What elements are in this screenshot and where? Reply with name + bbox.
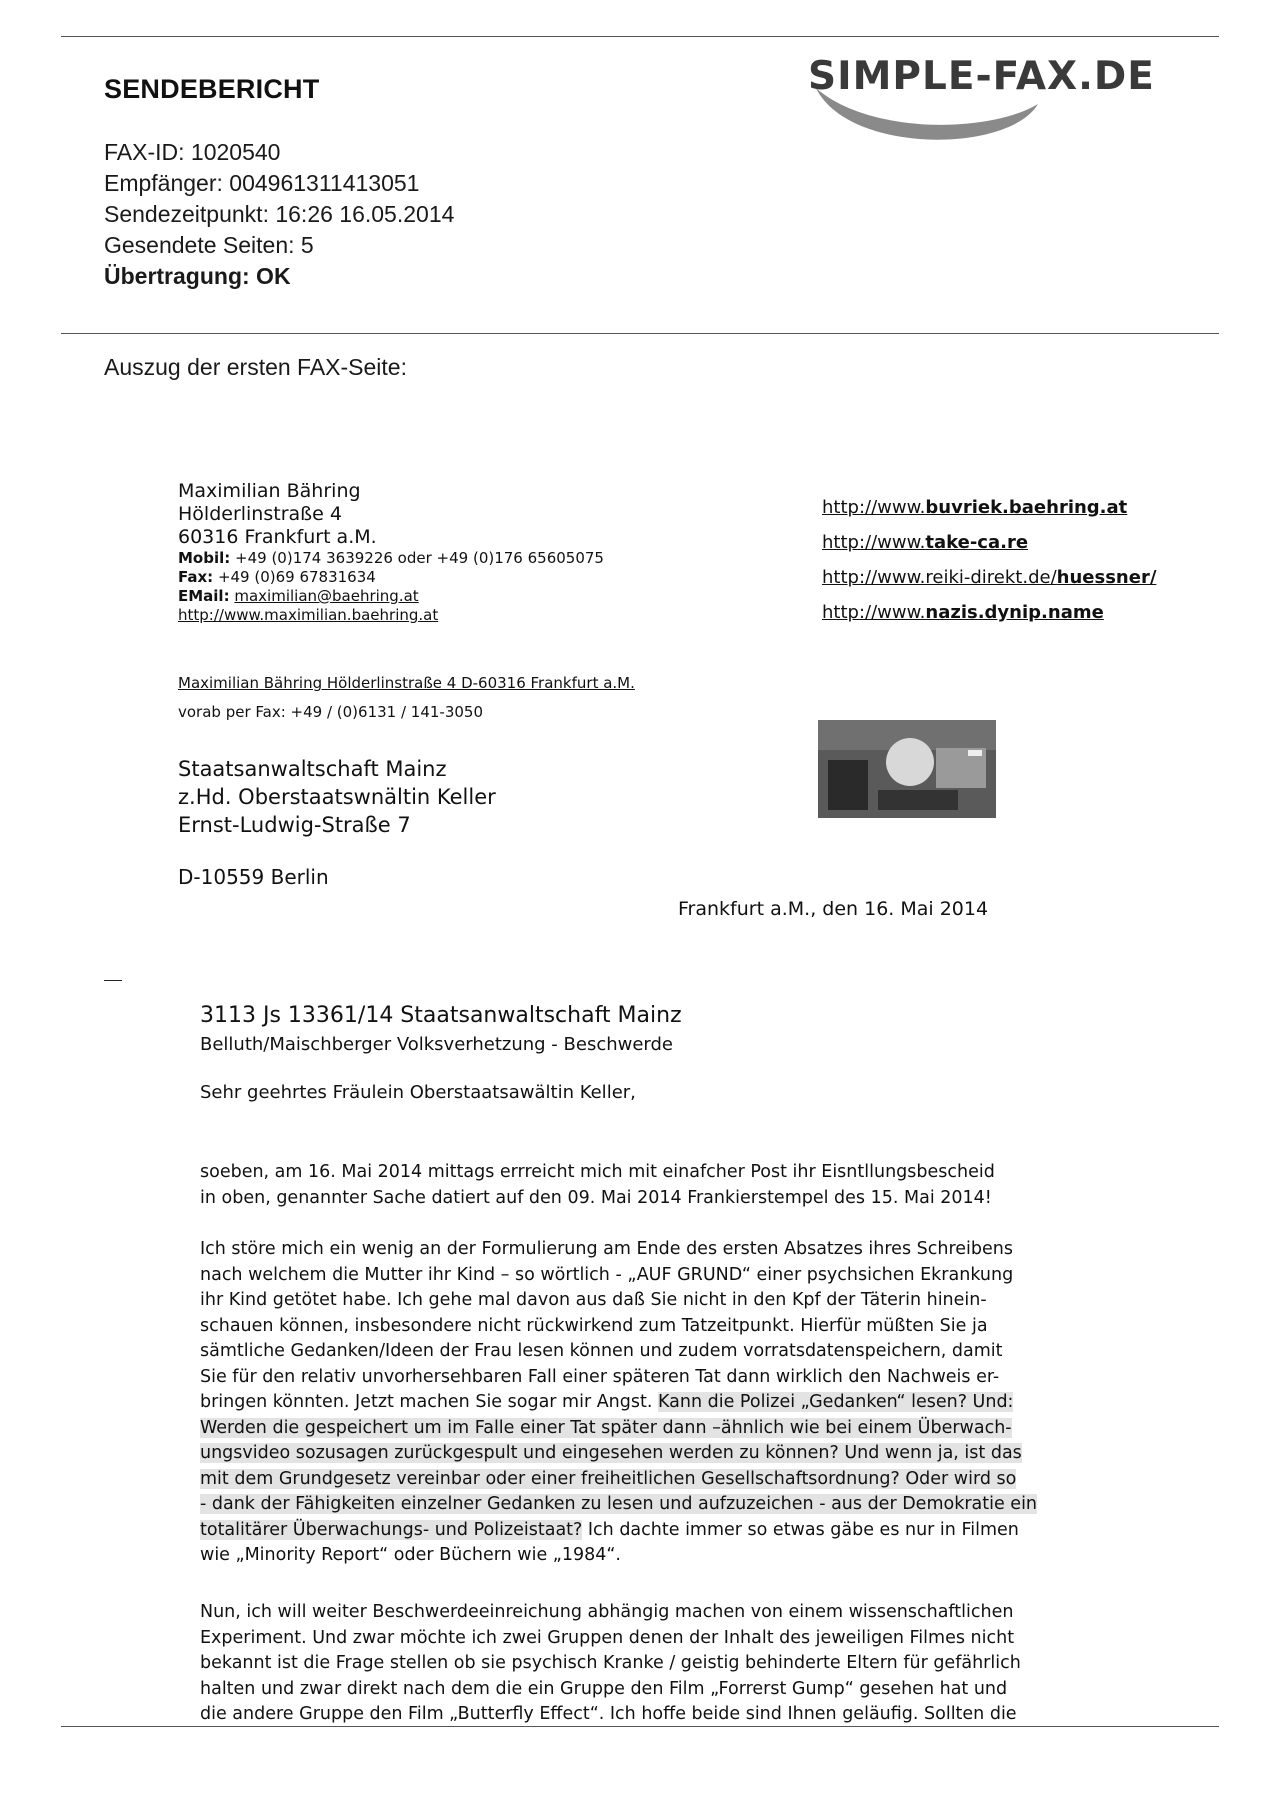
links-list	[822, 490, 1156, 630]
paragraph-line: Experiment. Und zwar möchte ich zwei Gruppen denen der Inhalt des jeweiligen Filmes nicht	[200, 1627, 1015, 1648]
addressee-line-3: Ernst-Ludwig-Straße 7	[178, 813, 411, 837]
highlighted-text: - dank der Fähigkeiten einzelner Gedanken zu lesen und aufzuzeichen - aus der Demokratie ein	[200, 1494, 1038, 1514]
middle-rule	[61, 333, 1219, 334]
link-domain: nazis.dynip.name	[925, 602, 1104, 623]
sender-city: 60316 Frankfurt a.M.	[178, 526, 377, 548]
paragraph-line: die andere Gruppe den Film „Butterfly Effect“. Ich hoffe beide sind Ihnen geläufig. Sollten die	[200, 1704, 1017, 1724]
subject-line-2: Belluth/Maischberger Volksverhetzung - Beschwerde	[200, 1034, 674, 1055]
sender-name: Maximilian Bähring	[178, 480, 361, 502]
link-prefix: http://www.	[822, 602, 926, 623]
paragraph-line: in oben, genannter Sache datiert auf den 09. Mai 2014 Frankierstempel des 15. Mai 2014!	[200, 1187, 992, 1208]
sender-website-link[interactable]: http://www.maximilian.baehring.at	[178, 606, 439, 624]
addressee-city: D-10559 Berlin	[178, 865, 329, 889]
bottom-rule	[61, 1726, 1219, 1727]
highlighted-text: totalitärer Überwachungs- und Polizeistaat?	[200, 1519, 583, 1540]
link-domain: huessner/	[1056, 567, 1157, 588]
paragraph-line: nach welchem die Mutter ihr Kind – so wörtlich - „AUF GRUND“ einer psychsichen Ekrankung	[200, 1264, 1014, 1285]
paragraph-line: bekannt ist die Frage stellen ob sie psychisch Kranke / geistig behinderte Eltern für gefährlich	[200, 1653, 1021, 1673]
paragraph-line: soeben, am 16. Mai 2014 mittags errreicht mich mit einafcher Post ihr Eisntllungsbescheid	[200, 1162, 995, 1182]
link-prefix: http://www.reiki-direkt.de/	[822, 567, 1057, 588]
return-address: Maximilian Bähring Hölderlinstraße 4 D-60316 Frankfurt a.M.	[178, 674, 635, 692]
addressee-line-1: Staatsanwaltschaft Mainz	[178, 757, 447, 781]
report-meta	[104, 137, 454, 292]
website-link[interactable]	[822, 560, 1156, 595]
highlighted-text: mit dem Grundgesetz vereinbar oder einer freiheitlichen Gesellschaftsordnung? Oder wird so	[200, 1468, 1017, 1489]
highlighted-text: ungsvideo sozusagen zurückgespult und eingesehen werden zu können? Und wenn ja, ist das	[200, 1443, 1022, 1463]
photo-image	[818, 720, 996, 818]
paragraph-line: wie „Minority Report“ oder Büchern wie „1984“.	[200, 1545, 621, 1565]
paragraph-line: Ich störe mich ein wenig an der Formulierung am Ende des ersten Absatzes ihres Schreibens	[200, 1239, 1013, 1259]
paragraph-1	[200, 1160, 1080, 1211]
email-link[interactable]: maximilian@baehring.at	[234, 587, 419, 605]
highlighted-text: Werden die gespeichert um im Falle einer Tat später dann –ähnlich wie bei einem Überwach-	[200, 1417, 1012, 1438]
logo-text: SIMPLE-FAX.DE	[808, 54, 1155, 99]
fold-mark	[104, 980, 122, 981]
paragraph-2	[200, 1237, 1080, 1569]
excerpt-label: Auszug der ersten FAX-Seite:	[104, 354, 407, 380]
link-prefix: http://www.	[822, 532, 926, 553]
paragraph-line: sämtliche Gedanken/Ideen der Frau lesen können und zudem vorratsdatenspeichern, damit	[200, 1341, 1003, 1361]
paragraph-line: Sie für den relativ unvorhersehbaren Fall einer späteren Tat dann wirklich den Nachweis er-	[200, 1366, 1000, 1387]
addressee-block	[178, 755, 496, 839]
paragraph-3	[200, 1600, 1080, 1724]
addressee-line-2: z.Hd. Oberstaatswnältin Keller	[178, 785, 496, 809]
sender-street: Hölderlinstraße 4	[178, 503, 342, 525]
highlighted-text: Kann die Polizei „Gedanken“ lesen? Und:	[658, 1392, 1014, 1412]
fax-pages: Gesendete Seiten: 5	[104, 232, 314, 258]
sender-email: EMail: maximilian@baehring.at	[178, 587, 419, 605]
website-link[interactable]	[822, 525, 1156, 560]
link-prefix: http://www.	[822, 497, 926, 518]
link-domain: take-ca.re	[925, 532, 1029, 553]
paragraph-line: ihr Kind getötet habe. Ich gehe mal davon aus daß Sie nicht in den Kpf der Täterin hinein-	[200, 1290, 987, 1310]
paragraph-line: schauen können, insbesondere nicht rückwirkend zum Tatzeitpunkt. Hierfür müßten Sie ja	[200, 1315, 988, 1336]
website-link[interactable]	[822, 490, 1156, 525]
vorab-fax: vorab per Fax: +49 / (0)6131 / 141-3050	[178, 703, 484, 721]
fax-sent-time: Sendezeitpunkt: 16:26 16.05.2014	[104, 201, 455, 227]
subject-line-1: 3113 Js 13361/14 Staatsanwaltschaft Mainz	[200, 1003, 682, 1028]
simple-fax-logo	[808, 54, 1208, 154]
report-title: SENDEBERICHT	[104, 74, 320, 104]
link-domain: buvriek.baehring.at	[925, 497, 1128, 518]
salutation: Sehr geehrtes Fräulein Oberstaatsawältin Keller,	[200, 1082, 636, 1103]
website-link[interactable]	[822, 595, 1156, 630]
letter-date: Frankfurt a.M., den 16. Mai 2014	[678, 898, 989, 920]
fax-recipient: Empfänger: 004961311413051	[104, 170, 420, 196]
top-rule	[61, 36, 1219, 37]
paragraph-line: halten und zwar direkt nach dem die ein Gruppe den Film „Forrerst Gump“ gesehen hat und	[200, 1678, 1008, 1699]
sender-block	[178, 480, 604, 625]
paragraph-line: Nun, ich will weiter Beschwerdeeinreichung abhängig machen von einem wissenschaftlichen	[200, 1602, 1014, 1622]
sender-mobile: Mobil: +49 (0)174 3639226 oder +49 (0)176 65605075	[178, 549, 604, 567]
fax-status: Übertragung: OK	[104, 263, 291, 289]
sender-fax: Fax: +49 (0)69 67831634	[178, 568, 376, 586]
subject-block	[200, 1003, 682, 1055]
paragraph-line: bringen könnten. Jetzt machen Sie sogar mir Angst. Kann die Polizei „Gedanken“ lesen? Und:	[200, 1392, 1014, 1412]
paragraph-line: totalitärer Überwachungs- und Polizeistaat? Ich dachte immer so etwas gäbe es nur in Filmen	[200, 1519, 1019, 1540]
fax-id: FAX-ID: 1020540	[104, 139, 281, 165]
